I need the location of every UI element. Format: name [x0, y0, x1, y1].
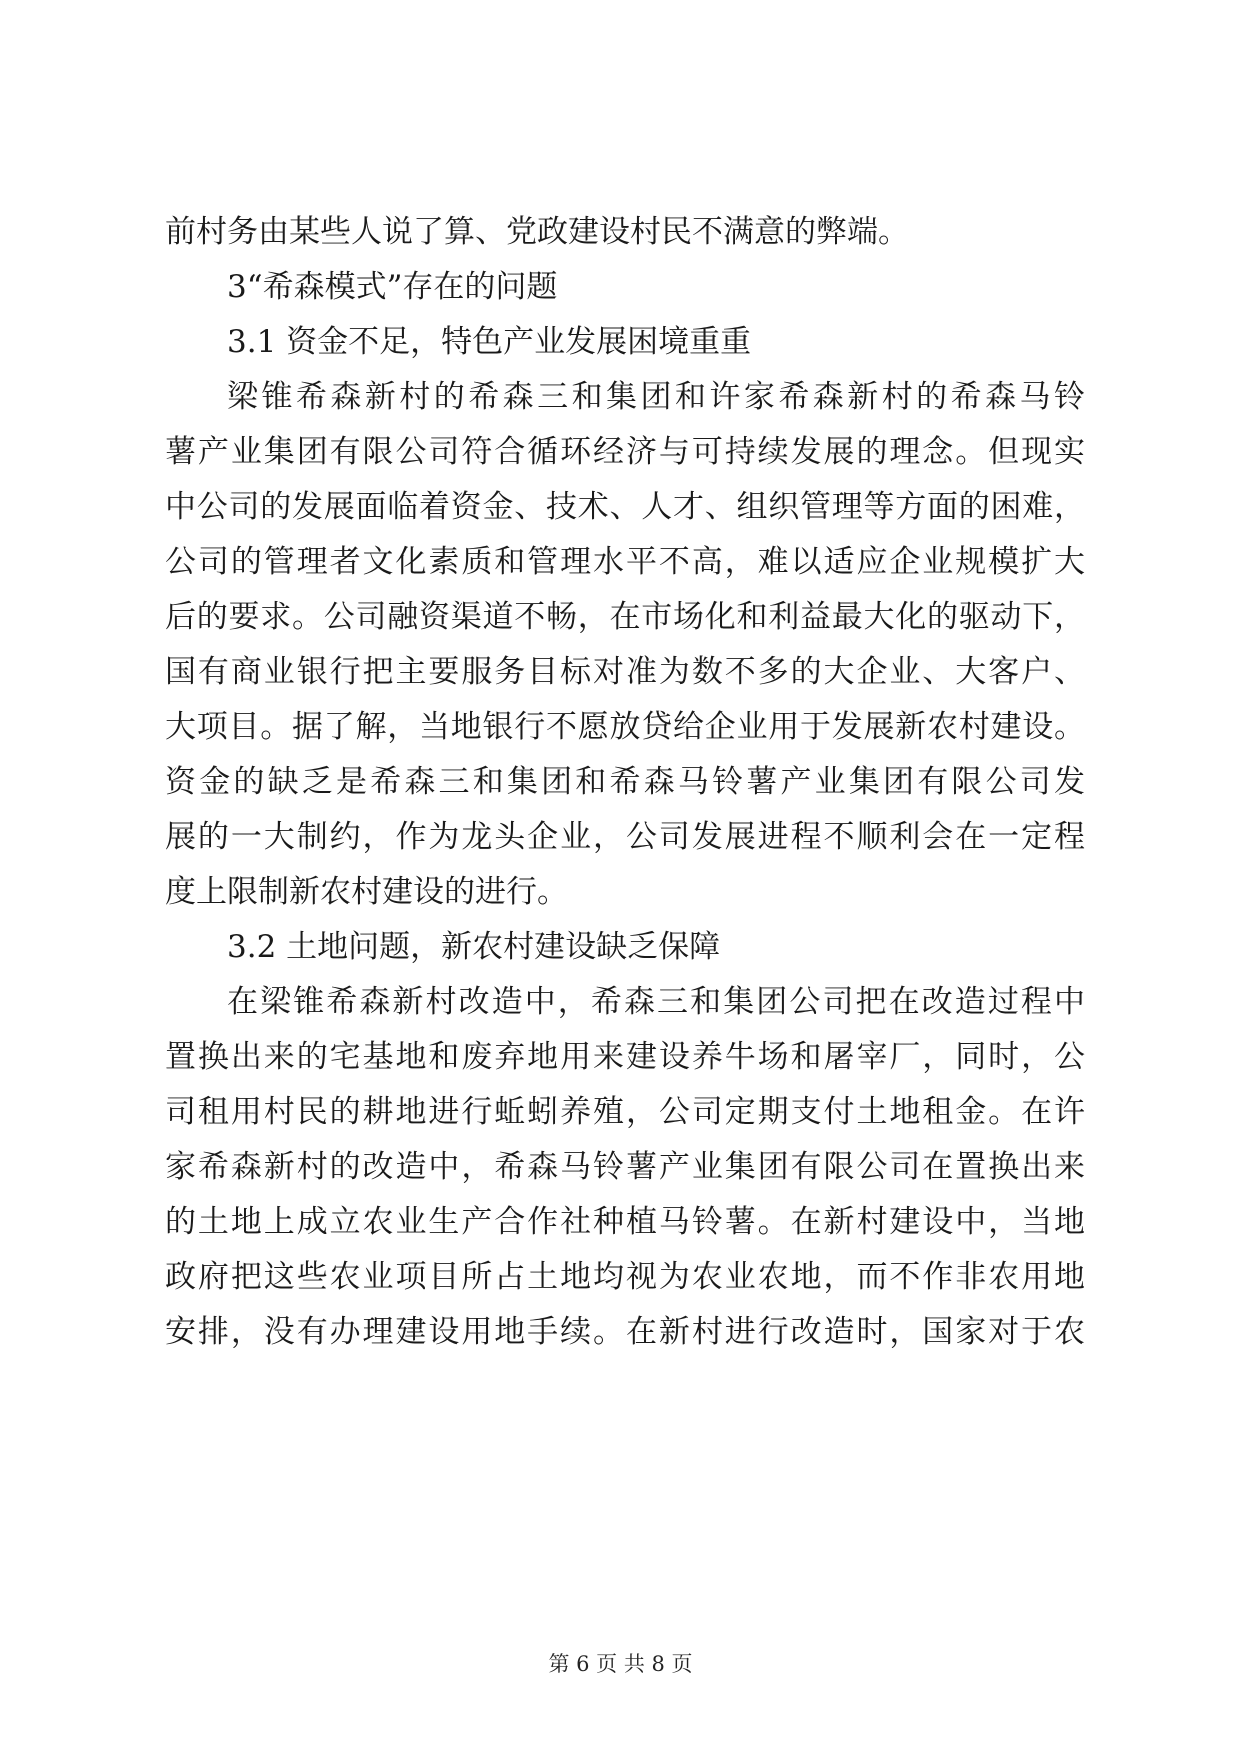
- paragraph-line: 司租用村民的耕地进行蚯蚓养殖，公司定期支付土地租金。在许: [165, 1094, 1085, 1130]
- paragraph-line: 置换出来的宅基地和废弃地用来建设养牛场和屠宰厂，同时，公: [165, 1039, 1085, 1075]
- paragraph-line: 公司的管理者文化素质和管理水平不高，难以适应企业规模扩大: [165, 544, 1085, 580]
- subsection-heading: 3.1 资金不足，特色产业发展困境重重: [227, 324, 752, 360]
- paragraph-line: 国有商业银行把主要服务目标对准为数不多的大企业、大客户、: [165, 654, 1085, 690]
- paragraph-line: 度上限制新农村建设的进行。: [165, 874, 568, 910]
- paragraph-line: 薯产业集团有限公司符合循环经济与可持续发展的理念。但现实: [165, 434, 1085, 470]
- paragraph-line: 前村务由某些人说了算、党政建设村民不满意的弊端。: [165, 214, 909, 250]
- paragraph-line: 政府把这些农业项目所占土地均视为农业农地，而不作非农用地: [165, 1259, 1085, 1295]
- document-body: [165, 205, 1085, 1360]
- paragraph-line: 梁锥希森新村的希森三和集团和许家希森新村的希森马铃: [227, 379, 1085, 415]
- paragraph-line: 大项目。据了解，当地银行不愿放贷给企业用于发展新农村建设。: [165, 709, 1085, 745]
- paragraph-line: 展的一大制约，作为龙头企业，公司发展进程不顺利会在一定程: [165, 819, 1085, 855]
- paragraph-line: 家希森新村的改造中，希森马铃薯产业集团有限公司在置换出来: [165, 1149, 1085, 1185]
- paragraph-line: 安排，没有办理建设用地手续。在新村进行改造时，国家对于农: [165, 1314, 1085, 1350]
- paragraph-line: 后的要求。公司融资渠道不畅，在市场化和利益最大化的驱动下，: [165, 599, 1085, 635]
- subsection-heading: 3.2 土地问题，新农村建设缺乏保障: [227, 929, 721, 965]
- paragraph-line: 资金的缺乏是希森三和集团和希森马铃薯产业集团有限公司发: [165, 764, 1085, 800]
- paragraph-line: 的土地上成立农业生产合作社种植马铃薯。在新村建设中，当地: [165, 1204, 1085, 1240]
- section-heading: 3“希森模式”存在的问题: [227, 269, 558, 305]
- page-number-footer: 第 6 页 共 8 页: [548, 1652, 693, 1676]
- paragraph-line: 中公司的发展面临着资金、技术、人才、组织管理等方面的困难，: [165, 489, 1085, 525]
- paragraph-line: 在梁锥希森新村改造中，希森三和集团公司把在改造过程中: [227, 984, 1085, 1020]
